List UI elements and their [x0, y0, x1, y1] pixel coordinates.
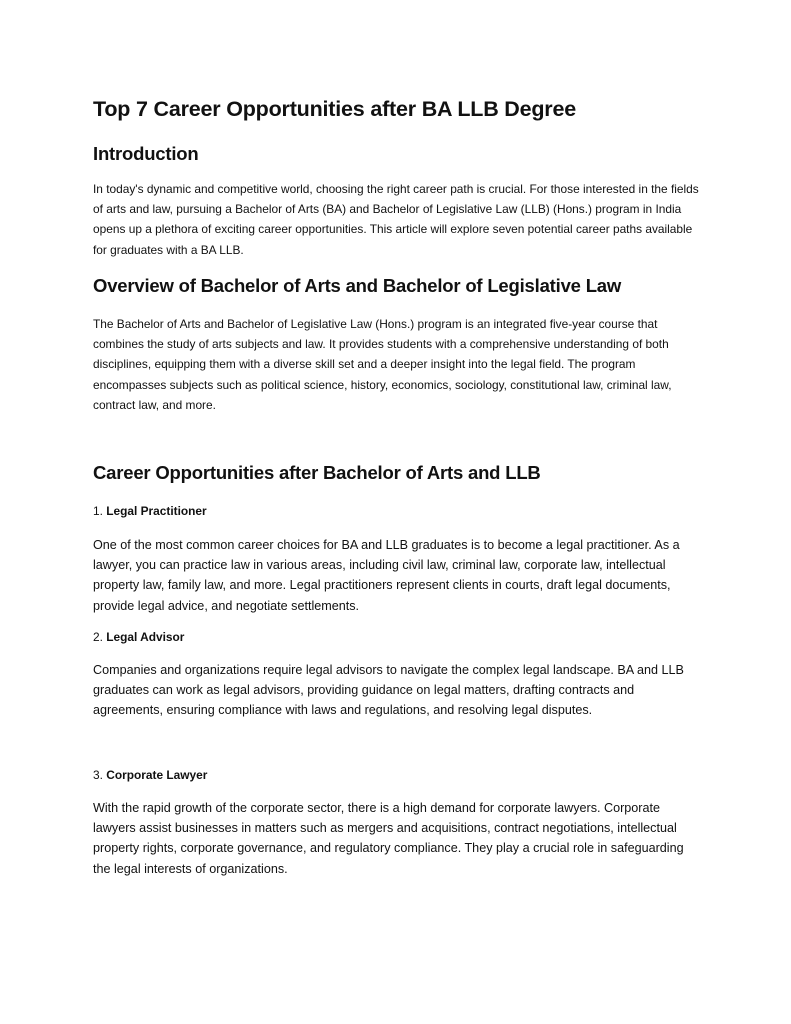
section-heading-overview: Overview of Bachelor of Arts and Bachelor of Legislative Law [93, 275, 622, 296]
overview-paragraph: The Bachelor of Arts and Bachelor of Legislative Law (Hons.) program is an integrated five-year course that combines the study of arts subjects and law. It provides students with a comprehensive understanding of both disciplines, equipping them with a diverse skill set and a deeper insight into the legal field. The program encompasses subjects such as political science, history, economics, sociology, constitutional law, criminal law, contract law, and more. [93, 317, 672, 412]
career-item-text: With the rapid growth of the corporate sector, there is a high demand for corporate lawyers. Corporate lawyers assist businesses in matters such as mergers and acquisitions, contract negotiations, intellectual property rights, corporate governance, and regulatory compliance. They play a crucial role in safeguarding the legal interests of organizations. [93, 801, 684, 876]
section-heading-careers: Career Opportunities after Bachelor of Arts and LLB [93, 462, 541, 483]
page-title: Top 7 Career Opportunities after BA LLB Degree [93, 97, 576, 121]
career-item-text: Companies and organizations require legal advisors to navigate the complex legal landscape. BA and LLB graduates can work as legal advisors, providing guidance on legal matters, drafting contracts and agreements, ensuring compliance with laws and regulations, and resolving legal disputes. [93, 663, 684, 718]
intro-paragraph: In today's dynamic and competitive world, choosing the right career path is crucial. For those interested in the fields of arts and law, pursuing a Bachelor of Arts (BA) and Bachelor of Legislative Law (LLB) (Hons.) program in India opens up a plethora of exciting career opportunities. This article will explore seven potential career paths available for graduates with a BA LLB. [93, 182, 699, 257]
career-item-heading [93, 629, 184, 645]
career-item-number: 1. [93, 504, 103, 518]
career-item-title: Legal Advisor [106, 630, 185, 644]
section-heading-introduction: Introduction [93, 143, 199, 164]
career-item-heading [93, 503, 207, 519]
career-item-text: One of the most common career choices for BA and LLB graduates is to become a legal practitioner. As a lawyer, you can practice law in various areas, including civil law, criminal law, corporate law, intellectual property law, family law, and more. Legal practitioners represent clients in courts, draft legal documents, provide legal advice, and negotiate settlements. [93, 538, 680, 613]
career-item-heading [93, 767, 207, 783]
career-item-number: 3. [93, 768, 103, 782]
career-item-number: 2. [93, 630, 103, 644]
career-item-title: Legal Practitioner [106, 504, 207, 518]
career-item-title: Corporate Lawyer [106, 768, 208, 782]
